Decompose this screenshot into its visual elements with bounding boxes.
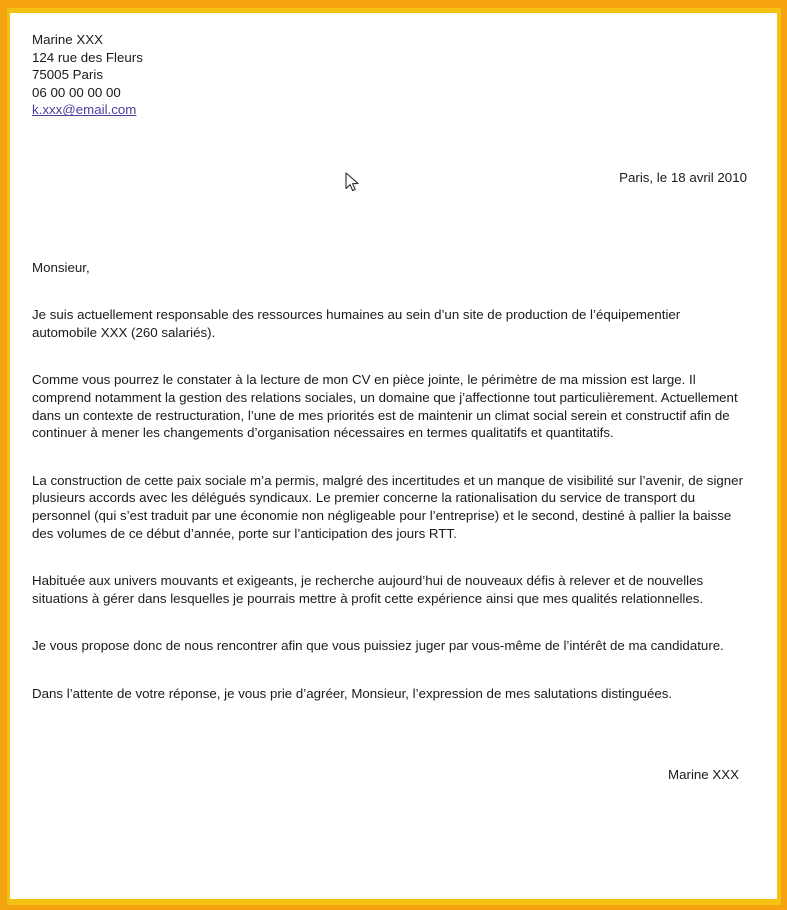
sender-phone: 06 00 00 00 00 (32, 84, 121, 100)
date-line: Paris, le 18 avril 2010 (619, 169, 747, 185)
paragraph-2: Comme vous pourrez le constater à la lecture de mon CV en pièce jointe, le périmètre de ma mission est large. Il comprend notamment la gestion des relations sociales, un domaine que j’affectionne tout particulièrement. Actuellement dans un contexte de restructuration, l’une de mes priorités est de maintenir un climat social serein et constructif afin de continuer à mener les changements d’organisation nécessaires en termes qualitatifs et quantitatifs. (32, 372, 738, 441)
paragraph-1: Je suis actuellement responsable des ressources humaines au sein d’un site de production de l’équipementier automobile XXX (260 salariés). (32, 307, 681, 340)
sender-address-block (32, 31, 747, 119)
paragraph-3: La construction de cette paix sociale m’a permis, malgré des incertitudes et un manque de visibilité sur l’avenir, de signer plusieurs accords avec les délégués syndicaux. Le premier concerne la rationalisation du service de transport du personnel (qui s’est traduit par une économie non négligeable pour l’entreprise) et le second, destiné à pallier la baisse des volumes de ce début d’année, porte sur l’anticipation des jours RTT. (32, 472, 744, 541)
sender-street: 124 rue des Fleurs (32, 49, 143, 65)
paragraph-4: Habituée aux univers mouvants et exigeants, je recherche aujourd’hui de nouveaux défis à relever et de nouvelles situations à gérer dans lesquelles je pourrais mettre à profit cette expérience ainsi que mes qualités relationnelles. (32, 573, 704, 606)
sender-city: 75005 Paris (32, 67, 103, 83)
sender-name: Marine XXX (32, 32, 103, 47)
letter-body (32, 18, 747, 784)
paragraph-6: Dans l’attente de votre réponse, je vous prie d’agréer, Monsieur, l’expression de mes salutations distinguées. (32, 685, 673, 701)
signature-name: Marine XXX (668, 767, 739, 783)
sender-email-link[interactable]: k.xxx@email.com (32, 102, 137, 118)
paragraph-5: Je vous propose donc de nous rencontrer afin que vous puissiez juger par vous-même de l’intérêt de ma candidature. (32, 638, 724, 654)
sender-email-line (32, 101, 747, 119)
salutation: Monsieur, (32, 259, 90, 275)
document-sheet (10, 13, 777, 899)
